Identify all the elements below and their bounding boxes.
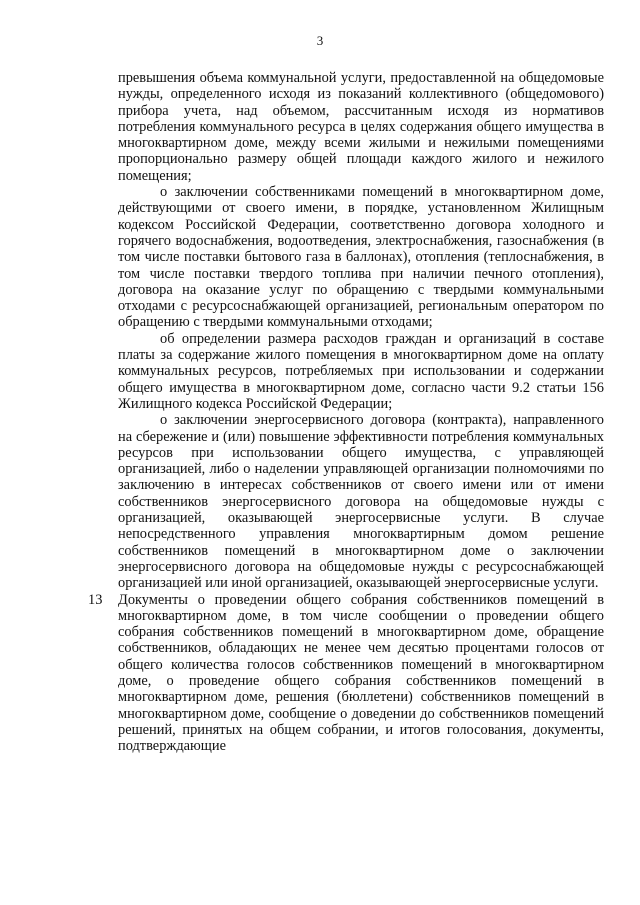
paragraph-direct-contracts: о заключении собственниками помещений в многоквартирном доме, действующими от своего имени, в порядке, установленном Жилищным кодексом Российской Федерации, соответственно договора холодного и горячего водоснабжения, водоотведения, электроснабжения, газоснабжения (в том числе поставки бытового газа в баллонах), отопления (теплоснабжения, в том числе поставки твердого топлива при наличии печного отопления), договора на оказание услуг по обращению с твердыми коммунальными отходами с ресурсоснабжающей организацией, региональным оператором по обращению с твердыми коммунальными отходами; (118, 184, 604, 331)
document-body (88, 70, 604, 755)
list-item-number: 13 (88, 591, 103, 608)
paragraph-energy-service-contract: о заключении энергосервисного договора (контракта), направленного на сбережение и (или) повышение эффективности потребления коммунальных ресурсов при использовании общего имущества, с управляющей организацией, либо о наделении управляющей организации полномочиями по заключению в интересах собственников от своего имени или от имени собственников энергосервисного договора на общедомовые нужды с организацией, оказывающей энергосервисные услуги. В случае непосредственного управления многоквартирным домом решение собственников помещений в многоквартирном доме о заключении энергосервисного договора на общедомовые нужды с ресурсоснабжающей организацией или иной организацией, оказывающей энергосервисные услуги. (118, 412, 604, 592)
list-item-13 (88, 591, 604, 755)
paragraph-expense-size: об определении размера расходов граждан и организаций в составе платы за содержание жилого помещения в многоквартирном доме на оплату коммунальных ресурсов, потребляемых при использовании и содержании общего имущества в многоквартирном доме, согласно части 9.2 статьи 156 Жилищного кодекса Российской Федерации; (118, 330, 604, 412)
list-item-text: Документы о проведении общего собрания собственников помещений в многоквартирном доме, в том числе сообщении о проведении общего собрания собственников помещений в многоквартирном доме, обращение собственников, обладающих не менее чем десятью процентами голосов от общего количества голосов собственников помещений в многоквартирном доме, о проведение общего собрания собственников помещений в многоквартирном доме, решения (бюллетени) собственников помещений в многоквартирном доме, сообщение о доведении до собственников помещений решений, принятых на общем собрании, и итогов голосования, документы, подтверждающие (118, 591, 604, 755)
page-number: 3 (316, 33, 324, 48)
paragraph-excess-volume: превышения объема коммунальной услуги, предоставленной на общедомовые нужды, определенного исходя из показаний коллективного (общедомового) прибора учета, над объемом, рассчитанным исходя из нормативов потребления коммунального ресурса в целях содержания общего имущества в многоквартирном доме, между всеми жилыми и нежилыми помещениями пропорционально размеру общей площади каждого жилого и нежилого помещения; (118, 70, 604, 184)
